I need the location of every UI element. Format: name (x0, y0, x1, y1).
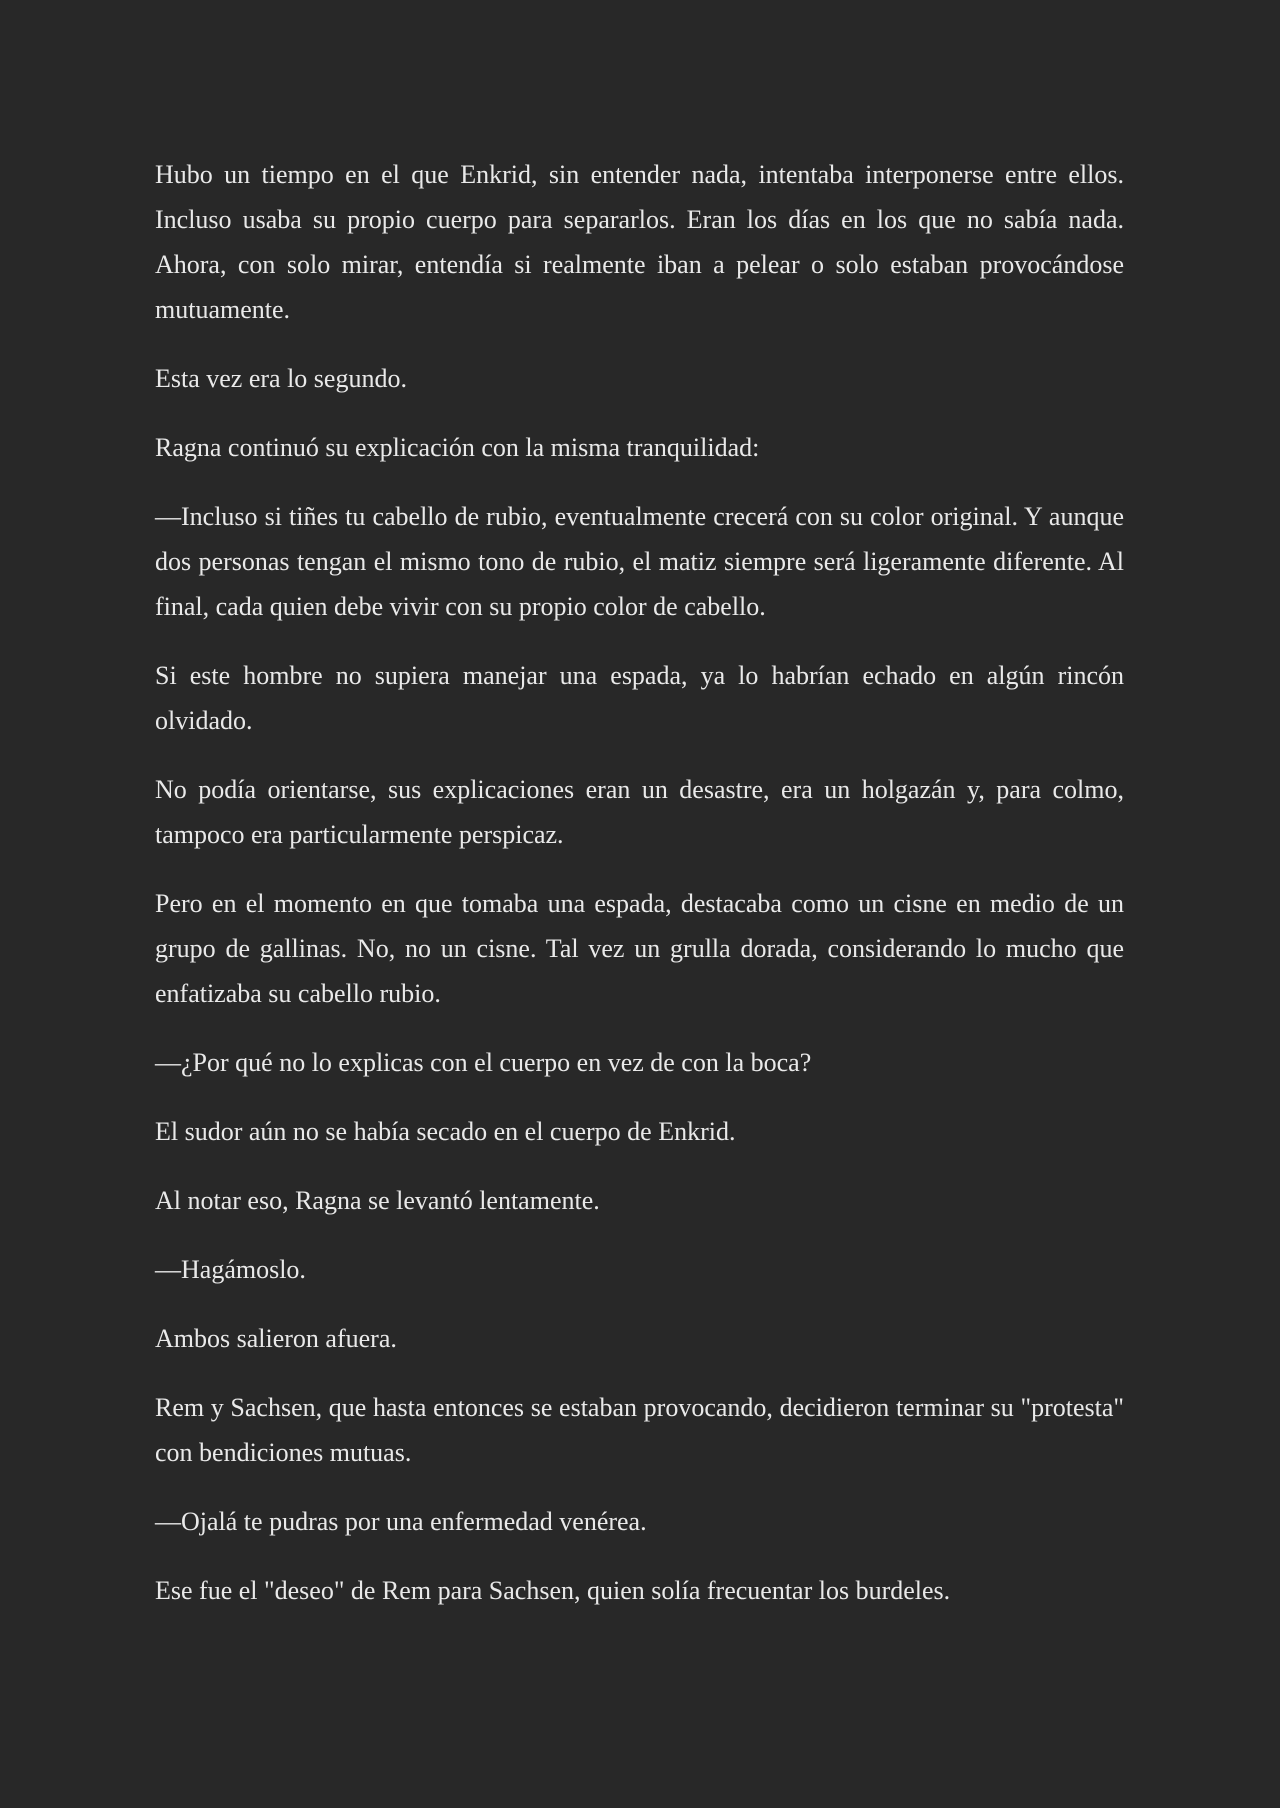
dialogue-paragraph: —Hagámoslo. (155, 1255, 306, 1284)
paragraph: El sudor aún no se había secado en el cuerpo de Enkrid. (155, 1117, 736, 1146)
paragraph: Rem y Sachsen, que hasta entonces se estaban provocando, decidieron terminar su "protesta" con bendiciones mutuas. (155, 1393, 1124, 1467)
paragraph: Ragna continuó su explicación con la misma tranquilidad: (155, 433, 760, 462)
paragraph: Si este hombre no supiera manejar una espada, ya lo habrían echado en algún rincón olvidado. (155, 661, 1124, 735)
paragraph: Esta vez era lo segundo. (155, 364, 407, 393)
paragraph: Pero en el momento en que tomaba una espada, destacaba como un cisne en medio de un grupo de gallinas. No, no un cisne. Tal vez un grulla dorada, considerando lo mucho que enfatizaba su cabello rubio. (155, 889, 1124, 1008)
paragraph: Ese fue el "deseo" de Rem para Sachsen, quien solía frecuentar los burdeles. (155, 1576, 951, 1605)
paragraph: Hubo un tiempo en el que Enkrid, sin entender nada, intentaba interponerse entre ellos. Incluso usaba su propio cuerpo para separarlos. Eran los días en los que no sabía nada. Ahora, con solo mirar, entendía si realmente iban a pelear o solo estaban provocándose mutuamente. (155, 160, 1124, 324)
paragraph: Al notar eso, Ragna se levantó lentamente. (155, 1186, 600, 1215)
paragraph: No podía orientarse, sus explicaciones eran un desastre, era un holgazán y, para colmo, tampoco era particularmente perspicaz. (155, 775, 1124, 849)
dialogue-paragraph: —¿Por qué no lo explicas con el cuerpo en vez de con la boca? (155, 1048, 812, 1077)
reader-content (155, 152, 1124, 1613)
paragraph: Ambos salieron afuera. (155, 1324, 397, 1353)
dialogue-paragraph: —Ojalá te pudras por una enfermedad venérea. (155, 1507, 647, 1536)
dialogue-paragraph: —Incluso si tiñes tu cabello de rubio, eventualmente crecerá con su color original. Y aunque dos personas tengan el mismo tono de rubio, el matiz siempre será ligeramente diferente. Al final, cada quien debe vivir con su propio color de cabello. (155, 502, 1124, 621)
